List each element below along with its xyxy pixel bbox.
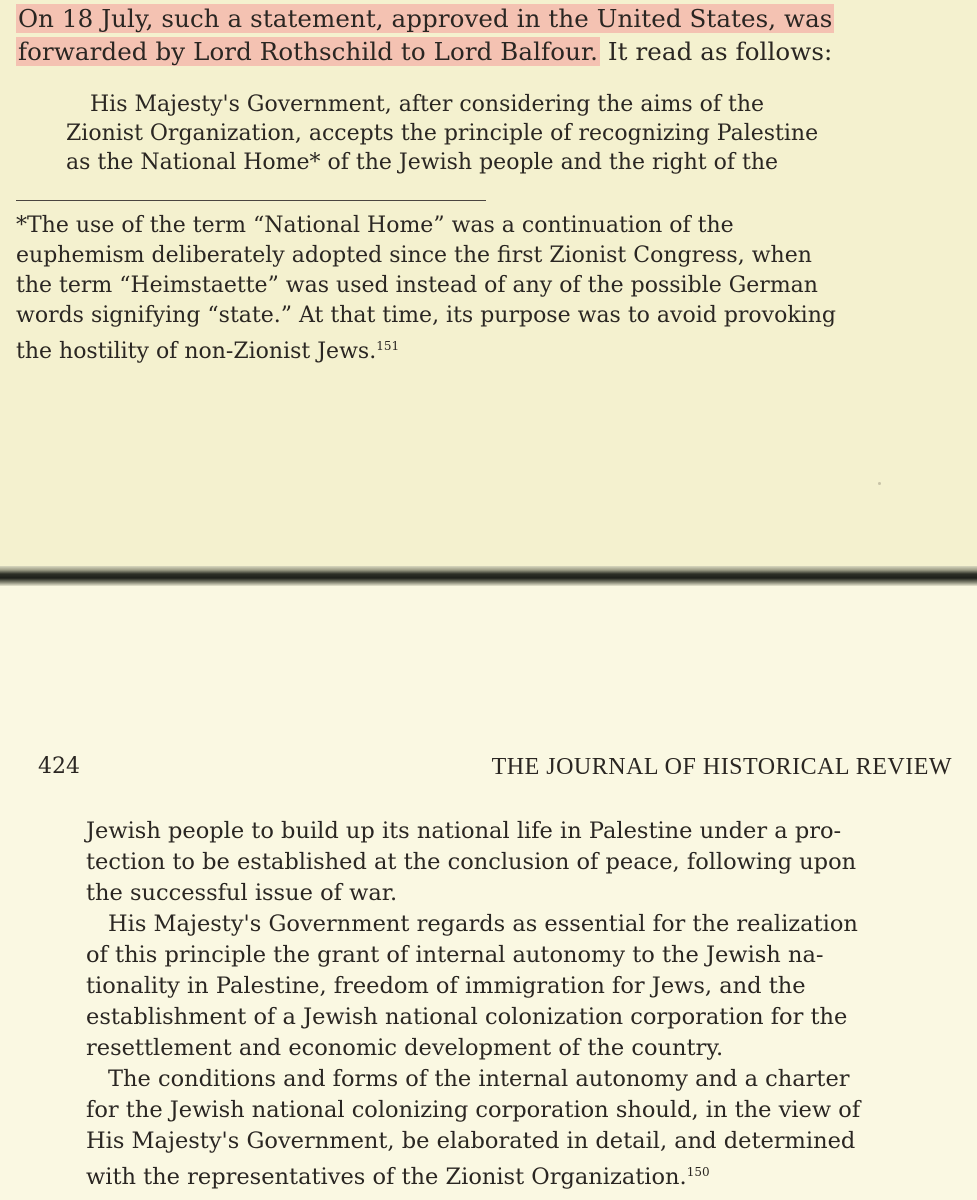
body-line: of this principle the grant of internal autonomy to the Jewish na-: [86, 942, 824, 968]
body-line: tection to be established at the conclusion of peace, following upon: [86, 849, 857, 875]
footnote-rule: [16, 200, 486, 201]
footnote-line: *The use of the term “National Home” was a continuation of the: [16, 213, 734, 238]
body-line-last: with the representatives of the Zionist Organization.$^{150}$: [86, 1164, 710, 1190]
body-line: for the Jewish national colonizing corporation should, in the view of: [86, 1097, 861, 1123]
lead-line-1: [16, 2, 834, 35]
journal-title: THE JOURNAL OF HISTORICAL REVIEW: [491, 754, 952, 780]
top-page-scan: [0, 0, 977, 568]
lead-line-2: [16, 35, 832, 68]
paper-speck: [878, 482, 881, 485]
body-line: tionality in Palestine, freedom of immigration for Jews, and the: [86, 973, 806, 999]
quote-line: Zionist Organization, accepts the principle of recognizing Palestine: [66, 121, 819, 146]
page-number: 424: [38, 754, 80, 779]
body-line: The conditions and forms of the internal autonomy and a charter: [108, 1066, 850, 1092]
endnote-reference: 150: [686, 1165, 710, 1179]
lead-line-2-rest: It read as follows:: [599, 37, 833, 66]
body-line: resettlement and economic development of the country.: [86, 1035, 724, 1061]
body-line: establishment of a Jewish national colonization corporation for the: [86, 1004, 848, 1030]
quote-line: as the National Home* of the Jewish people and the right of the: [66, 150, 779, 175]
footnote-line-last: the hostility of non-Zionist Jews.$^{151}$: [16, 339, 400, 364]
footnote-line: the term “Heimstaette” was used instead of any of the possible German: [16, 273, 818, 298]
footnote-line: euphemism deliberately adopted since the first Zionist Congress, when: [16, 243, 812, 268]
running-head: [38, 750, 952, 784]
highlighted-text: forwarded by Lord Rothschild to Lord Balfour.: [18, 37, 598, 66]
book-gutter: [0, 566, 977, 586]
footnote-reference: 151: [376, 339, 400, 353]
body-line: the successful issue of war.: [86, 880, 398, 906]
footnote-line: words signifying “state.” At that time, its purpose was to avoid provoking: [16, 303, 836, 328]
body-line: His Majesty's Government, be elaborated in detail, and determined: [86, 1128, 856, 1154]
quote-line: His Majesty's Government, after considering the aims of the: [90, 92, 765, 117]
highlighted-text: On 18 July, such a statement, approved in the United States, was: [18, 4, 833, 33]
body-line: His Majesty's Government regards as essential for the realization: [108, 911, 858, 937]
body-line: Jewish people to build up its national life in Palestine under a pro-: [86, 818, 842, 844]
